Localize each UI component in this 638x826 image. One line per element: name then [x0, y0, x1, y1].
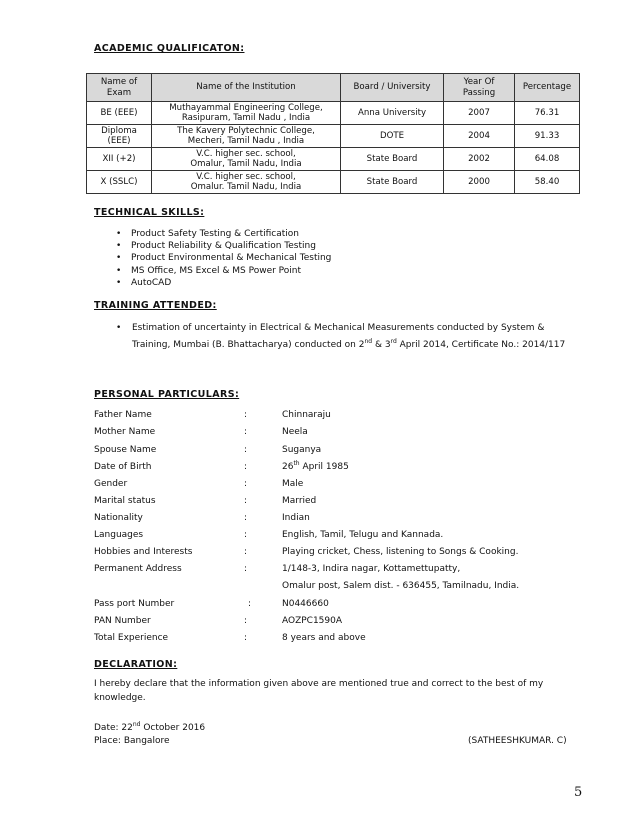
institution-cell: The Kavery Polytechnic College, Mecheri, Tamil Nadu , India — [152, 125, 341, 148]
dob-row: Date of Birth : 26th April 1985 — [94, 460, 349, 472]
table-row — [87, 125, 580, 148]
marital-row: Marital status : Married — [94, 496, 317, 506]
mother-row: Mother Name : Neela — [94, 427, 308, 437]
list-item: • Product Safety Testing & Certification — [116, 228, 331, 240]
col-exam: Name of Exam — [87, 74, 152, 102]
personal-heading: PERSONAL PARTICULARS: — [94, 389, 240, 400]
gender-row: Gender : Male — [94, 479, 304, 489]
training-heading: TRAINING ATTENDED: — [94, 300, 217, 311]
passport-row: Pass port Number : N0446660 — [94, 599, 329, 609]
percentage-cell: 64.08 — [515, 148, 580, 171]
percentage-cell: 58.40 — [515, 171, 580, 194]
year-cell: 2002 — [444, 148, 515, 171]
exam-cell: Diploma (EEE) — [87, 125, 152, 148]
declaration-heading: DECLARATION: — [94, 659, 178, 670]
page-number: 5 — [574, 785, 583, 800]
list-item: • Product Reliability & Qualification Testing — [116, 240, 331, 252]
list-item: • Product Environmental & Mechanical Testing — [116, 252, 331, 264]
qualification-table — [86, 73, 580, 194]
board-cell: Anna University — [341, 102, 444, 125]
board-cell: State Board — [341, 171, 444, 194]
declaration-text: I hereby declare that the information given above are mentioned true and correct to the best of my knowledge. — [94, 679, 544, 703]
board-cell: DOTE — [341, 125, 444, 148]
date-line: Date: 22nd October 2016 — [94, 721, 206, 733]
institution-cell: V.C. higher sec. school, Omalur. Tamil Nadu, India — [152, 171, 341, 194]
pan-row: PAN Number : AOZPC1590A — [94, 616, 343, 626]
skills-list — [116, 228, 331, 289]
exam-cell: X (SSLC) — [87, 171, 152, 194]
table-row — [87, 171, 580, 194]
year-cell: 2000 — [444, 171, 515, 194]
signature-name: (SATHEESHKUMAR. C) — [468, 736, 567, 746]
languages-row: Languages : English, Tamil, Telugu and Kannada. — [94, 530, 444, 540]
col-percentage: Percentage — [515, 74, 580, 102]
col-year: Year Of Passing — [444, 74, 515, 102]
col-institution: Name of the Institution — [152, 74, 341, 102]
experience-row: Total Experience : 8 years and above — [94, 633, 366, 643]
institution-cell: V.C. higher sec. school, Omalur, Tamil Nadu, India — [152, 148, 341, 171]
exam-cell: BE (EEE) — [87, 102, 152, 125]
list-item: • MS Office, MS Excel & MS Power Point — [116, 265, 331, 277]
father-row: Father Name : Chinnaraju — [94, 410, 331, 420]
academic-heading: ACADEMIC QUALIFICATON: — [94, 43, 245, 54]
col-board: Board / University — [341, 74, 444, 102]
percentage-cell: 76.31 — [515, 102, 580, 125]
place-line: Place: Bangalore — [94, 736, 170, 746]
table-row — [87, 102, 580, 125]
nationality-row: Nationality : Indian — [94, 513, 310, 523]
address-row-2: Omalur post, Salem dist. - 636455, Tamilnadu, India. — [282, 581, 520, 591]
board-cell: State Board — [341, 148, 444, 171]
hobbies-row: Hobbies and Interests : Playing cricket, Chess, listening to Songs & Cooking. — [94, 547, 519, 557]
list-item: • AutoCAD — [116, 277, 331, 289]
year-cell: 2004 — [444, 125, 515, 148]
percentage-cell: 91.33 — [515, 125, 580, 148]
institution-cell: Muthayammal Engineering College, Rasipuram, Tamil Nadu , India — [152, 102, 341, 125]
skills-heading: TECHNICAL SKILLS: — [94, 207, 205, 218]
training-text: Estimation of uncertainty in Electrical & Mechanical Measurements conducted by System & Training, Mumbai (B. Bhattacharya) conducted on 2nd & 3rd April 2014, Certificate No.: 2014/117 — [132, 323, 566, 350]
spouse-row: Spouse Name : Suganya — [94, 445, 322, 455]
bullet-icon: • — [116, 323, 122, 333]
address-row: Permanent Address : 1/148-3, Indira nagar, Kottamettupatty, — [94, 564, 461, 574]
exam-cell: XII (+2) — [87, 148, 152, 171]
table-row — [87, 148, 580, 171]
table-header-row — [87, 74, 580, 102]
year-cell: 2007 — [444, 102, 515, 125]
